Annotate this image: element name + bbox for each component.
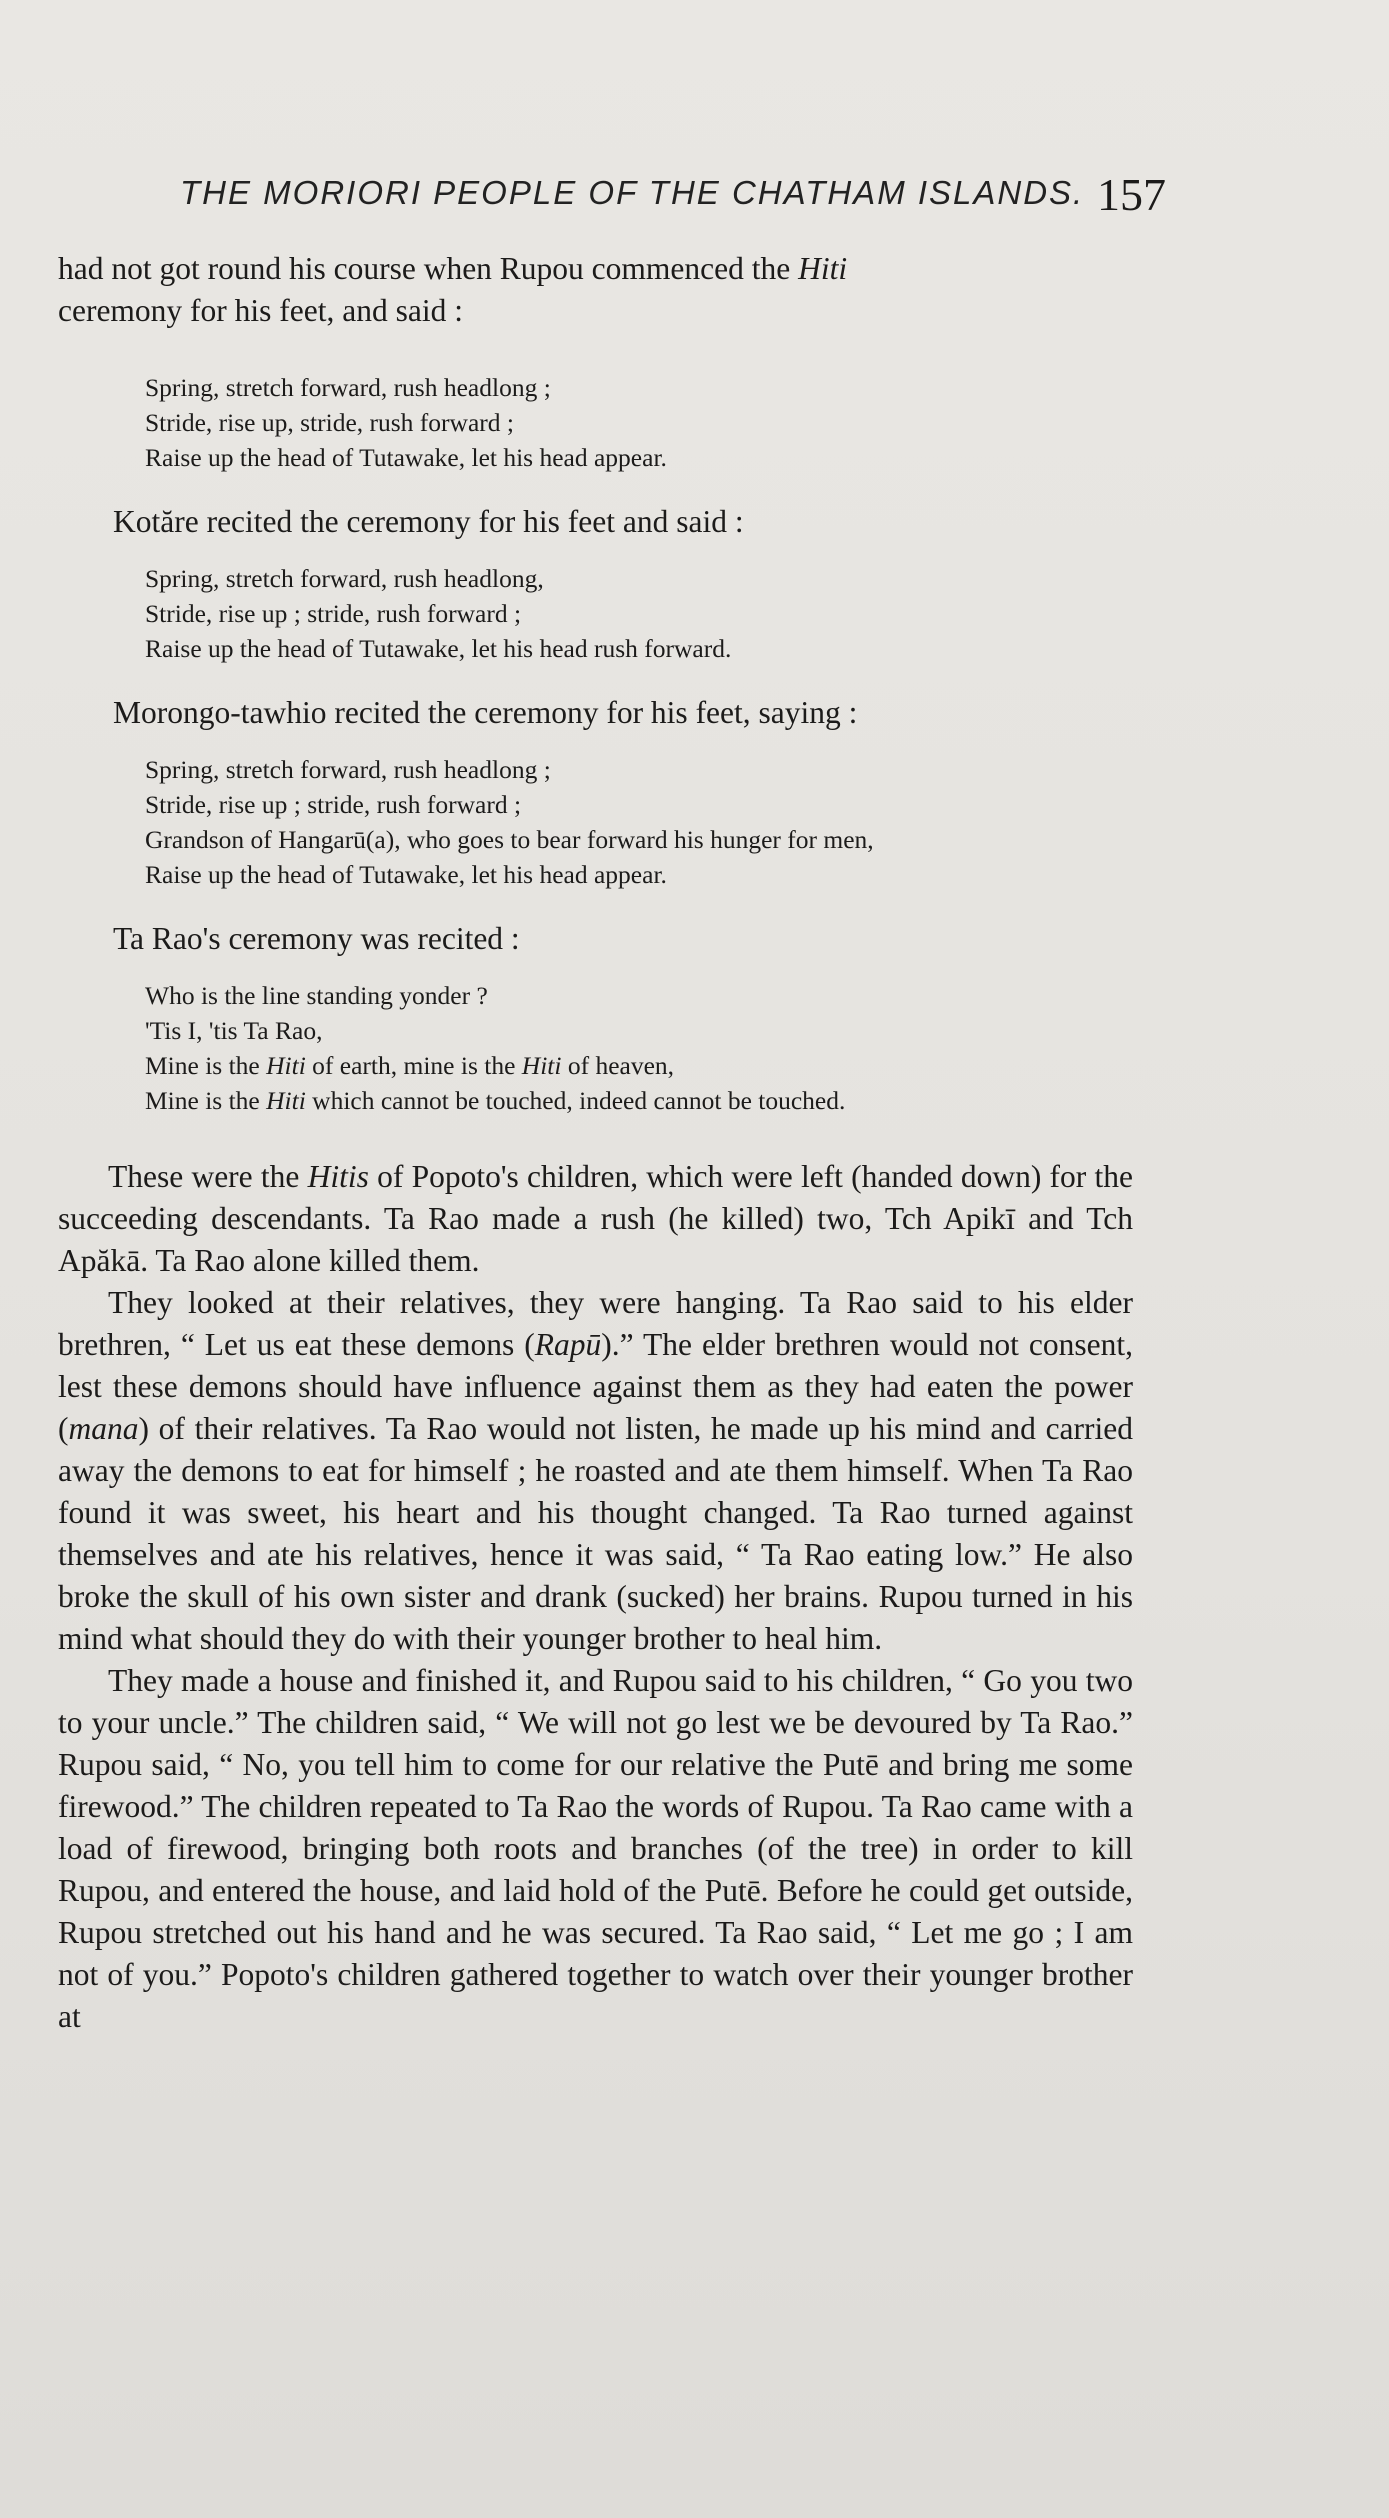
verse-intro-morongo: Morongo-tawhio recited the ceremony for his feet, saying :	[113, 695, 858, 730]
body-text	[58, 248, 1133, 2038]
verse-line: 'Tis I, 'tis Ta Rao,	[145, 1016, 323, 1045]
verse-line: Raise up the head of Tutawake, let his head appear.	[145, 443, 667, 472]
page-number: 157	[1097, 169, 1166, 220]
verse-line: Grandson of Hangarū(a), who goes to bear forward his hunger for men,	[145, 825, 874, 854]
verse-line: Spring, stretch forward, rush headlong ;	[145, 755, 551, 784]
verse-line: Mine is the Hiti which cannot be touched, indeed cannot be touched.	[145, 1086, 846, 1115]
opening-line-2: ceremony for his feet, and said :	[58, 293, 463, 328]
verse-intro-kotare: Kotăre recited the ceremony for his feet and said :	[113, 504, 744, 539]
page-header	[180, 168, 1180, 228]
verse-line: Spring, stretch forward, rush headlong ;	[145, 373, 551, 402]
running-title: THE MORIORI PEOPLE OF THE CHATHAM ISLANDS.	[180, 174, 1085, 211]
verse-line: Who is the line standing yonder ?	[145, 981, 488, 1010]
paragraph-hitis: These were the Hitis of Popoto's children, which were left (handed down) for the succeeding descendants. Ta Rao made a rush (he killed) two, Tch Apikī and Tch Apăkā. Ta Rao alone killed them.	[58, 1159, 1133, 1278]
opening-italic-term: Hiti	[798, 251, 848, 286]
verse-line: Stride, rise up ; stride, rush forward ;	[145, 599, 522, 628]
opening-paragraph	[58, 248, 1133, 332]
verse-line: Raise up the head of Tutawake, let his head rush forward.	[145, 634, 732, 663]
verse-line: Stride, rise up, stride, rush forward ;	[145, 408, 514, 437]
verse-morongo	[58, 752, 1133, 892]
verse-rupou	[58, 370, 1133, 475]
verse-line: Spring, stretch forward, rush headlong,	[145, 564, 544, 593]
paragraph-ta-rao-demons: They looked at their relatives, they were hanging. Ta Rao said to his elder brethren, “ Let us eat these demons (Rapū).” The elder brethren would not consent, lest these demons should have influence against them as they had eaten the power (mana) of their relatives. Ta Rao would not listen, he made up his mind and carried away the demons to eat for himself ; he roasted and ate them himself. When Ta Rao found it was sweet, his heart and his thought changed. Ta Rao turned against themselves and ate his relatives, hence it was said, “ Ta Rao eating low.” He also broke the skull of his own sister and drank (sucked) her brains. Rupou turned in his mind what should they do with their younger brother to heal him.	[58, 1285, 1134, 1656]
opening-line-1: had not got round his course when Rupou commenced the	[58, 251, 791, 286]
verse-kotare	[58, 561, 1133, 666]
verse-ta-rao	[58, 978, 1133, 1118]
verse-line: Raise up the head of Tutawake, let his head appear.	[145, 860, 667, 889]
verse-intro-ta-rao: Ta Rao's ceremony was recited :	[113, 921, 520, 956]
verse-line: Stride, rise up ; stride, rush forward ;	[145, 790, 522, 819]
verse-line: Mine is the Hiti of earth, mine is the Hiti of heaven,	[145, 1051, 675, 1080]
paragraph-house: They made a house and finished it, and Rupou said to his children, “ Go you two to your uncle.” The children said, “ We will not go lest we be devoured by Ta Rao.” Rupou said, “ No, you tell him to come for our relative the Putē and bring me some firewood.” The children repeated to Ta Rao the words of Rupou. Ta Rao came with a load of firewood, bringing both roots and branches (of the tree) in order to kill Rupou, and entered the house, and laid hold of the Putē. Before he could get outside, Rupou stretched out his hand and he was secured. Ta Rao said, “ Let me go ; I am not of you.” Popoto's children gathered together to watch over their younger brother at	[58, 1663, 1133, 2034]
